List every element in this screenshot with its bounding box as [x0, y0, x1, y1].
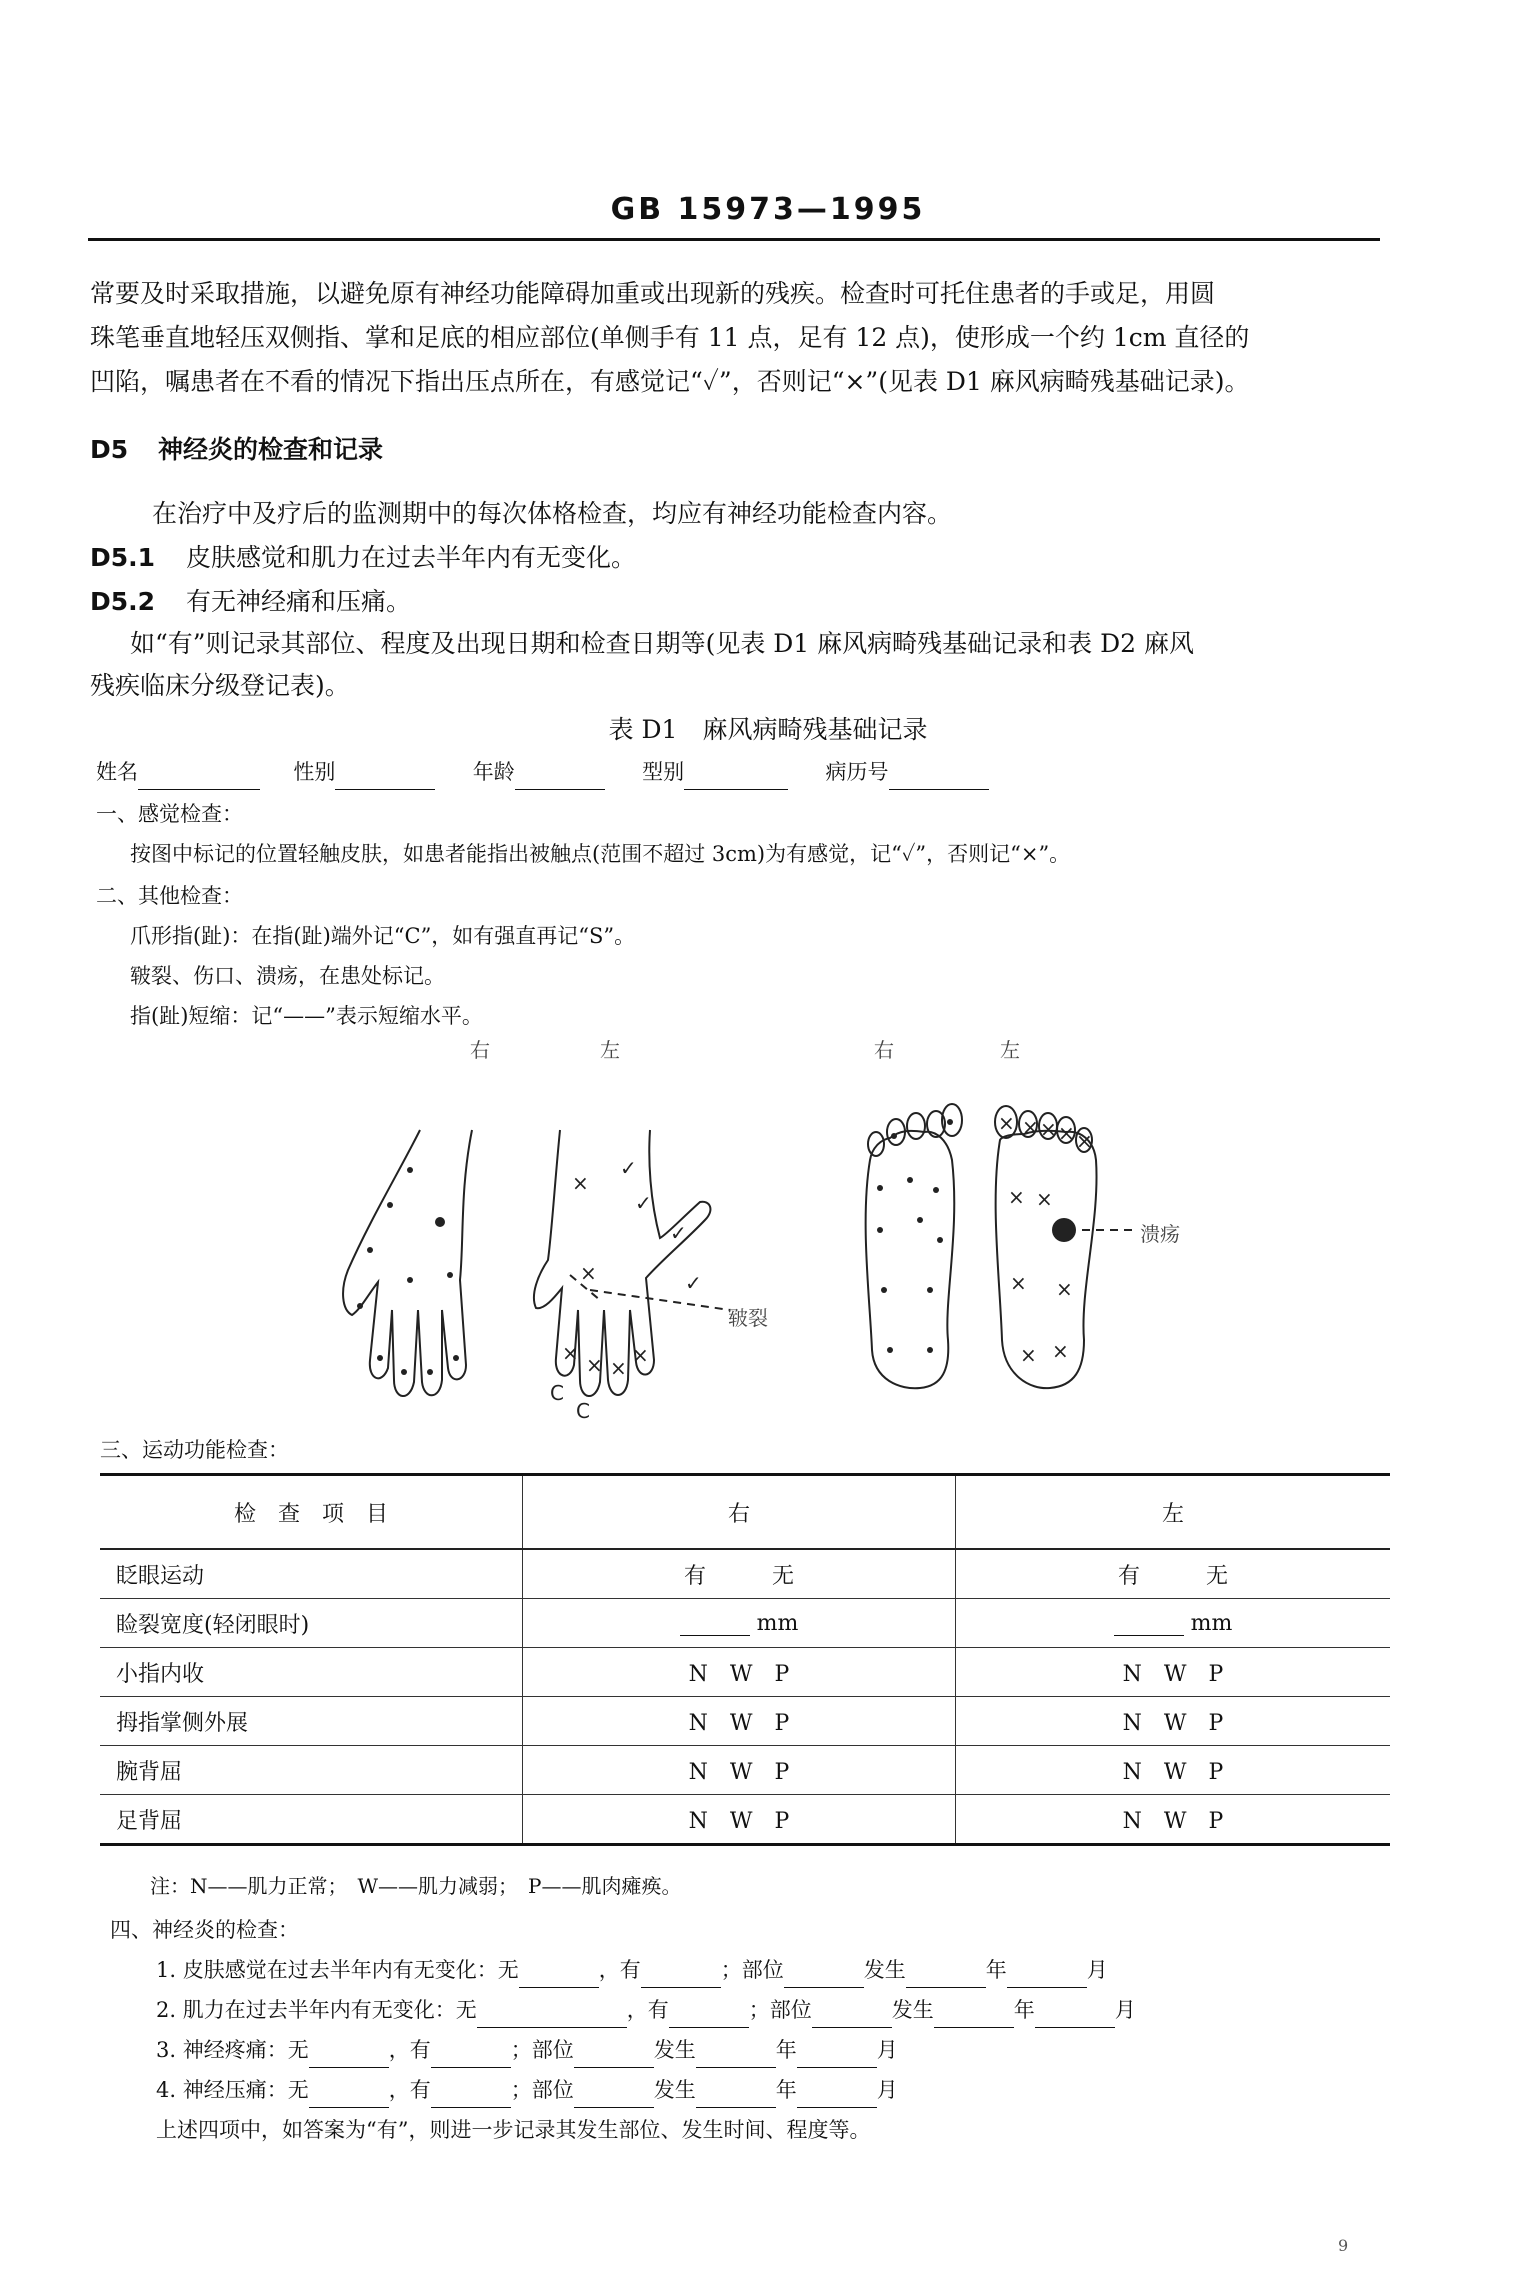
q3-you: ，有	[388, 2038, 431, 2062]
q4-year: 年	[775, 2078, 797, 2102]
svg-text:×: ×	[1020, 1343, 1037, 1367]
intro-line-2: 珠笔垂直地轻压双侧指、掌和足底的相应部位(单侧手有 11 点，足有 12 点)，使形成一个约 1cm 直径的	[90, 323, 1250, 352]
header-rule	[88, 238, 1380, 241]
palpebral-left-unit: mm	[1190, 1610, 1233, 1636]
motor-exam-heading: 三、运动功能检查：	[100, 1438, 289, 1462]
q1-year-blank[interactable]	[1007, 1987, 1087, 1988]
hands-diagram	[330, 1110, 750, 1430]
table-row	[100, 1697, 1390, 1746]
q3-label: 3. 神经疼痛：无	[156, 2038, 309, 2062]
table-row	[100, 1599, 1390, 1648]
q1-month: 月	[1086, 1958, 1108, 1982]
d5-note-line-2: 残疾临床分级登记表)。	[90, 671, 350, 700]
d52-text: 有无神经痛和压痛。	[186, 587, 412, 616]
d52-number: D5.2	[90, 587, 156, 616]
q3-occur-blank[interactable]	[696, 2067, 776, 2068]
row-left[interactable]: N W P	[956, 1648, 1391, 1697]
palpebral-left-blank[interactable]	[1114, 1635, 1184, 1636]
q2-occur: 发生	[891, 1998, 934, 2022]
crack-label: 皲裂	[728, 1306, 768, 1330]
svg-text:✓: ✓	[620, 1156, 637, 1180]
svg-text:×: ×	[1040, 1117, 1057, 1141]
table-title: 表 D1 麻风病畸残基础记录	[608, 715, 928, 744]
q2-yes-blank[interactable]	[669, 2027, 749, 2028]
field-age-label: 年龄	[472, 760, 515, 784]
row-left[interactable]	[956, 1599, 1391, 1648]
q4-no-blank[interactable]	[309, 2107, 389, 2108]
q2-no-blank[interactable]	[477, 2027, 627, 2028]
other-exam-heading: 二、其他检查：	[96, 884, 243, 908]
standard-number: GB 15973—1995	[610, 192, 926, 227]
q1-you: ，有	[598, 1958, 641, 1982]
d5-note-line-1: 如“有”则记录其部位、程度及出现日期和检查日期等(见表 D1 麻风病畸残基础记录和表 D2 麻风	[130, 629, 1195, 658]
table-note: 注：N——肌力正常； W——肌力减弱； P——肌肉瘫痪。	[150, 1874, 682, 1898]
field-name-label: 姓名	[96, 760, 138, 784]
field-record-label: 病历号	[825, 760, 889, 784]
neuritis-exam-heading: 四、神经炎的检查：	[110, 1918, 299, 1942]
row-item: 睑裂宽度(轻闭眼时)	[100, 1599, 523, 1648]
q1-yes-blank[interactable]	[641, 1987, 721, 1988]
row-item: 拇指掌侧外展	[100, 1697, 523, 1746]
table-row	[100, 1746, 1390, 1795]
q1-site-blank[interactable]	[784, 1987, 864, 1988]
section-d5-number: D5	[90, 435, 129, 464]
q4-month: 月	[876, 2078, 898, 2102]
q2-year-blank[interactable]	[1035, 2027, 1115, 2028]
table-row	[100, 1549, 1390, 1599]
table-header-row	[100, 1475, 1390, 1550]
claw-finger-text: 爪形指(趾)：在指(趾)端外记“C”，如有强直再记“S”。	[130, 924, 636, 948]
intro-line-3: 凹陷，嘱患者在不看的情况下指出压点所在，有感觉记“✓”，否则记“×”(见表 D1 麻风病畸残基础记录)。	[90, 367, 1250, 396]
q4-you: ，有	[388, 2078, 431, 2102]
neuritis-question-3	[156, 2032, 898, 2068]
q2-site: ；部位	[748, 1998, 812, 2022]
q1-site: ；部位	[720, 1958, 784, 1982]
svg-text:✓: ✓	[670, 1221, 687, 1245]
q4-occur-blank[interactable]	[696, 2107, 776, 2108]
claw-mark-2: C	[576, 1399, 590, 1423]
svg-text:×: ×	[580, 1261, 597, 1285]
svg-text:×: ×	[1010, 1271, 1027, 1295]
field-record-blank[interactable]	[889, 789, 989, 790]
q3-site: ；部位	[510, 2038, 574, 2062]
svg-text:×: ×	[586, 1353, 603, 1377]
svg-text:×: ×	[1052, 1339, 1069, 1363]
q2-year: 年	[1013, 1998, 1035, 2022]
row-left[interactable]: 有 无	[956, 1549, 1391, 1599]
sensory-exam-text: 按图中标记的位置轻触皮肤，如患者能指出被触点(范围不超过 3cm)为有感觉，记“✓”，否则记“×”。	[130, 842, 1071, 866]
header-left: 左	[956, 1475, 1391, 1550]
section-d5-title: 神经炎的检查和记录	[158, 435, 384, 464]
svg-text:✓: ✓	[635, 1191, 652, 1215]
shortening-text: 指(趾)短缩：记“——”表示短缩水平。	[130, 1004, 483, 1028]
svg-text:×: ×	[610, 1356, 627, 1380]
svg-text:✓: ✓	[685, 1271, 702, 1295]
q3-year: 年	[775, 2038, 797, 2062]
svg-text:×: ×	[1058, 1121, 1075, 1145]
q4-site-blank[interactable]	[574, 2107, 654, 2108]
svg-text:×: ×	[1076, 1129, 1093, 1153]
q3-site-blank[interactable]	[574, 2067, 654, 2068]
hand-left-label: 左	[600, 1038, 620, 1062]
q1-label: 1. 皮肤感觉在过去半年内有无变化：无	[156, 1958, 519, 1982]
intro-line-1: 常要及时采取措施，以避免原有神经功能障碍加重或出现新的残疾。检查时可托住患者的手或足，用圆	[90, 279, 1216, 308]
crack-wound-text: 皲裂、伤口、溃疡，在患处标记。	[130, 964, 445, 988]
neuritis-question-4	[156, 2072, 898, 2108]
table-row	[100, 1648, 1390, 1697]
q4-yes-blank[interactable]	[431, 2107, 511, 2108]
row-right[interactable]	[523, 1599, 956, 1648]
motor-function-table	[100, 1473, 1390, 1846]
q3-year-blank[interactable]	[797, 2067, 877, 2068]
row-left[interactable]: N W P	[956, 1697, 1391, 1746]
header-right: 右	[523, 1475, 956, 1550]
svg-text:×: ×	[632, 1343, 649, 1367]
q3-yes-blank[interactable]	[431, 2067, 511, 2068]
ulcer-label: 溃疡	[1140, 1222, 1180, 1246]
q4-year-blank[interactable]	[797, 2107, 877, 2108]
row-left[interactable]: N W P	[956, 1746, 1391, 1795]
q1-year: 年	[985, 1958, 1007, 1982]
foot-right-label: 右	[874, 1038, 894, 1062]
svg-text:×: ×	[998, 1111, 1015, 1135]
d51-number: D5.1	[90, 543, 156, 572]
q3-no-blank[interactable]	[309, 2067, 389, 2068]
q4-label: 4. 神经压痛：无	[156, 2078, 309, 2102]
feet-diagram	[840, 1100, 1140, 1400]
row-left[interactable]: N W P	[956, 1795, 1391, 1845]
q2-occur-blank[interactable]	[934, 2027, 1014, 2028]
page-number: 9	[1338, 2236, 1349, 2255]
section-d5-para: 在治疗中及疗后的监测期中的每次体格检查，均应有神经功能检查内容。	[152, 499, 953, 528]
q4-occur: 发生	[653, 2078, 696, 2102]
header-item: 检 查 项 目	[100, 1475, 523, 1550]
q1-occur: 发生	[863, 1958, 906, 1982]
q3-month: 月	[876, 2038, 898, 2062]
row-item: 眨眼运动	[100, 1549, 523, 1599]
field-sex-label: 性别	[293, 760, 336, 784]
d51-text: 皮肤感觉和肌力在过去半年内有无变化。	[186, 543, 637, 572]
q2-month: 月	[1114, 1998, 1136, 2022]
field-type-label: 型别	[642, 760, 685, 784]
row-right[interactable]: 有 无	[523, 1549, 956, 1599]
q1-no-blank[interactable]	[519, 1987, 599, 1988]
foot-left-label: 左	[1000, 1038, 1020, 1062]
row-item: 足背屈	[100, 1795, 523, 1845]
table-row	[100, 1795, 1390, 1845]
svg-text:×: ×	[1036, 1187, 1053, 1211]
palpebral-right-blank[interactable]	[680, 1635, 750, 1636]
svg-text:×: ×	[1056, 1277, 1073, 1301]
svg-text:×: ×	[572, 1171, 589, 1195]
field-sex-blank[interactable]	[335, 789, 435, 790]
q2-site-blank[interactable]	[812, 2027, 892, 2028]
row-right[interactable]: N W P	[523, 1648, 956, 1697]
row-item: 腕背屈	[100, 1746, 523, 1795]
field-name-blank[interactable]	[138, 789, 260, 790]
closing-text: 上述四项中，如答案为“有”，则进一步记录其发生部位、发生时间、程度等。	[156, 2118, 871, 2142]
row-right[interactable]: N W P	[523, 1697, 956, 1746]
palpebral-right-unit: mm	[756, 1610, 799, 1636]
neuritis-question-2	[156, 1992, 1136, 2028]
row-item: 小指内收	[100, 1648, 523, 1697]
sensory-exam-heading: 一、感觉检查：	[96, 802, 243, 826]
q2-label: 2. 肌力在过去半年内有无变化：无	[156, 1998, 477, 2022]
row-right[interactable]: N W P	[523, 1746, 956, 1795]
svg-text:×: ×	[1008, 1185, 1025, 1209]
row-right[interactable]: N W P	[523, 1795, 956, 1845]
q2-you: ，有	[626, 1998, 669, 2022]
patient-info-row	[96, 754, 989, 790]
svg-text:×: ×	[1022, 1115, 1039, 1139]
q4-site: ；部位	[510, 2078, 574, 2102]
neuritis-question-1	[156, 1952, 1108, 1988]
claw-mark-1: C	[550, 1381, 564, 1405]
q1-occur-blank[interactable]	[906, 1987, 986, 1988]
q3-occur: 发生	[653, 2038, 696, 2062]
hand-right-label: 右	[470, 1038, 490, 1062]
field-type-blank[interactable]	[684, 789, 788, 790]
field-age-blank[interactable]	[515, 789, 605, 790]
svg-text:×: ×	[562, 1341, 579, 1365]
